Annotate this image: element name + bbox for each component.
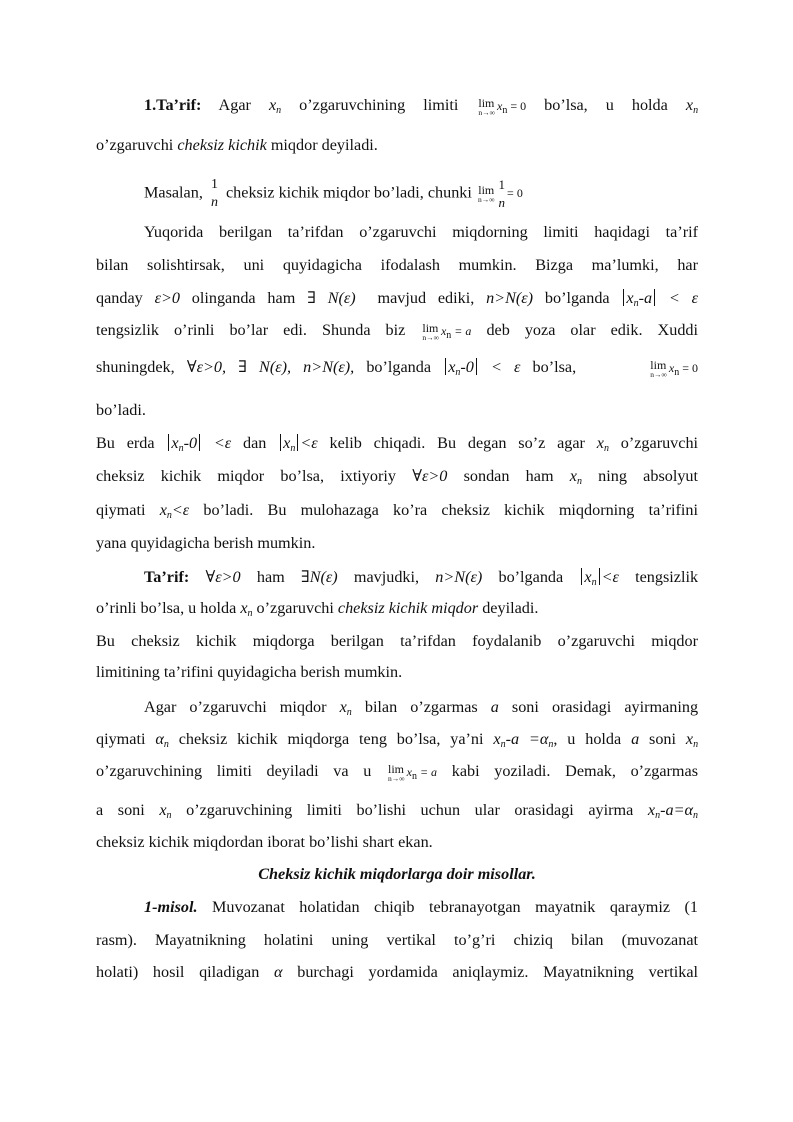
paragraph-6-line-5: cheksiz kichik miqdordan iborat bo’lishi shart ekan. xyxy=(96,833,433,851)
text: Agar xyxy=(218,96,251,114)
variable-xn: $x_n$ xyxy=(685,96,699,116)
paragraph-3-line-5: shuningdek, ∀ε>0, ∃ N(ε), n>N(ε), bo’lganda $x_n-0 < \varepsilon$ bo’lsa, lim n→∞ $x_n = 0$ xyxy=(96,357,698,379)
fraction-1-over-n: 1 n xyxy=(210,177,218,210)
example-1-line-1: 1-misol. Muvozanat holatidan chiqib tebranayotgan mayatnik qaraymiz (1 xyxy=(144,898,698,916)
paragraph-4-line-1: Bu erda $x_n-0 <\varepsilon$ dan $x_n <\varepsilon$ kelib chiqadi. Bu degan so’z agar $x_n$ o’zgaruvchi xyxy=(96,434,699,454)
paragraph-3-line-3: qanday ε>0 olinganda ham ∃ N(ε) mavjud ediki, n>N(ε) bo’lganda $x_n-a < \varepsilon$ xyxy=(96,289,699,309)
definition-1-line-2 xyxy=(96,135,698,155)
paragraph-4-line-2: cheksiz kichik miqdor bo’lsa, ixtiyoriy ∀ε>0 sondan ham $x_n$ ning absolyut xyxy=(96,467,699,487)
paragraph-4-line-3: qiymati $x_n<\varepsilon$ bo’ladi. Bu mulohazaga ko’ra cheksiz kichik miqdorning ta’rifini xyxy=(96,501,699,521)
paragraph-5-line-2: limitining ta’rifini quyidagicha berish mumkin. xyxy=(96,663,403,681)
paragraph-6-line-3: o’zgaruvchining limiti deyiladi va u lim n→∞ $x_n = a$ kabi yoziladi. Demak, o’zgarmas xyxy=(96,761,698,783)
paragraph-6-line-2: qiymati $\alpha_n$ cheksiz kichik miqdorga teng bo’lsa, ya’ni $x_n-a =\alpha_n$, u holda a soni $x_n$ xyxy=(96,730,699,750)
text: miqdor deyiladi. xyxy=(270,136,378,154)
limit-expression: lim n→∞ $x_n = 0$ xyxy=(650,357,698,379)
text: cheksiz kichik miqdor bo’ladi, chunki xyxy=(225,183,472,202)
text: Masalan, xyxy=(144,183,203,202)
limit-expression: lim n→∞ $x_n = 0$ xyxy=(478,95,527,117)
text: o’zgaruvchi xyxy=(96,136,174,154)
example-1-line-2: rasm). Mayatnikning holatini uning vertikal to’g’ri chiziq bilan (muvozanat xyxy=(96,931,698,949)
limit-expression: lim n→∞ $x_n = a$ xyxy=(422,320,472,342)
paragraph-3-line-6: bo’ladi. xyxy=(96,401,146,419)
variable-xn: $x_n$ xyxy=(268,96,282,116)
example-line xyxy=(144,176,698,212)
paragraph-6-line-4: a soni $x_n$ o’zgaruvchining limiti bo’lishi uchun ular orasidagi ayirma $x_n-a=\alpha_n$ xyxy=(96,801,699,821)
limit-expression: lim n→∞ 1 n = 0 xyxy=(477,177,523,210)
paragraph-3-line-2: bilan solishtirsak, uni quyidagicha ifodalash mumkin. Bizga ma’lumki, har xyxy=(96,256,698,274)
paragraph-4-line-4: yana quyidagicha berish mumkin. xyxy=(96,534,316,552)
definition-2-line-2: o’rinli bo’lsa, u holda $x_n$ o’zgaruvchi cheksiz kichik miqdor deyiladi. xyxy=(96,599,539,619)
paragraph-6-line-1: Agar o’zgaruvchi miqdor $x_n$ bilan o’zgarmas a soni orasidagi ayirmaning xyxy=(144,698,699,718)
example-1-line-3: holati) hosil qiladigan α burchagi yordamida aniqlaymiz. Mayatnikning vertikal xyxy=(96,963,699,981)
definition-1-line-1 xyxy=(144,95,698,117)
defined-term: cheksiz kichik miqdor xyxy=(337,599,479,617)
defined-term: cheksiz kichik xyxy=(177,136,267,154)
limit-expression: lim n→∞ $x_n = a$ xyxy=(388,761,438,783)
section-heading: Cheksiz kichik miqdorlarga doir misollar. xyxy=(258,865,536,883)
definition-2-line-1: Ta’rif: ∀ε>0 ham ∃N(ε) mavjudki, n>N(ε) bo’lganda $x_n <\varepsilon$ tengsizlik xyxy=(144,568,699,588)
definition-label: Ta’rif: xyxy=(144,568,190,586)
text: o’zgaruvchining limiti xyxy=(299,96,459,114)
text: bo’lsa, u holda xyxy=(544,96,668,114)
paragraph-3-line-1: Yuqorida berilgan ta’rifdan o’zgaruvchi miqdorning limiti haqidagi ta’rif xyxy=(144,223,698,241)
paragraph-3-line-4: tengsizlik o’rinli bo’lar edi. Shunda biz lim n→∞ $x_n = a$ deb yoza olar edik. Xuddi xyxy=(96,320,699,342)
definition-label: 1.Ta’rif: xyxy=(144,96,202,114)
paragraph-5-line-1: Bu cheksiz kichik miqdorga berilgan ta’rifdan foydalanib o’zgaruvchi miqdor xyxy=(96,632,698,650)
